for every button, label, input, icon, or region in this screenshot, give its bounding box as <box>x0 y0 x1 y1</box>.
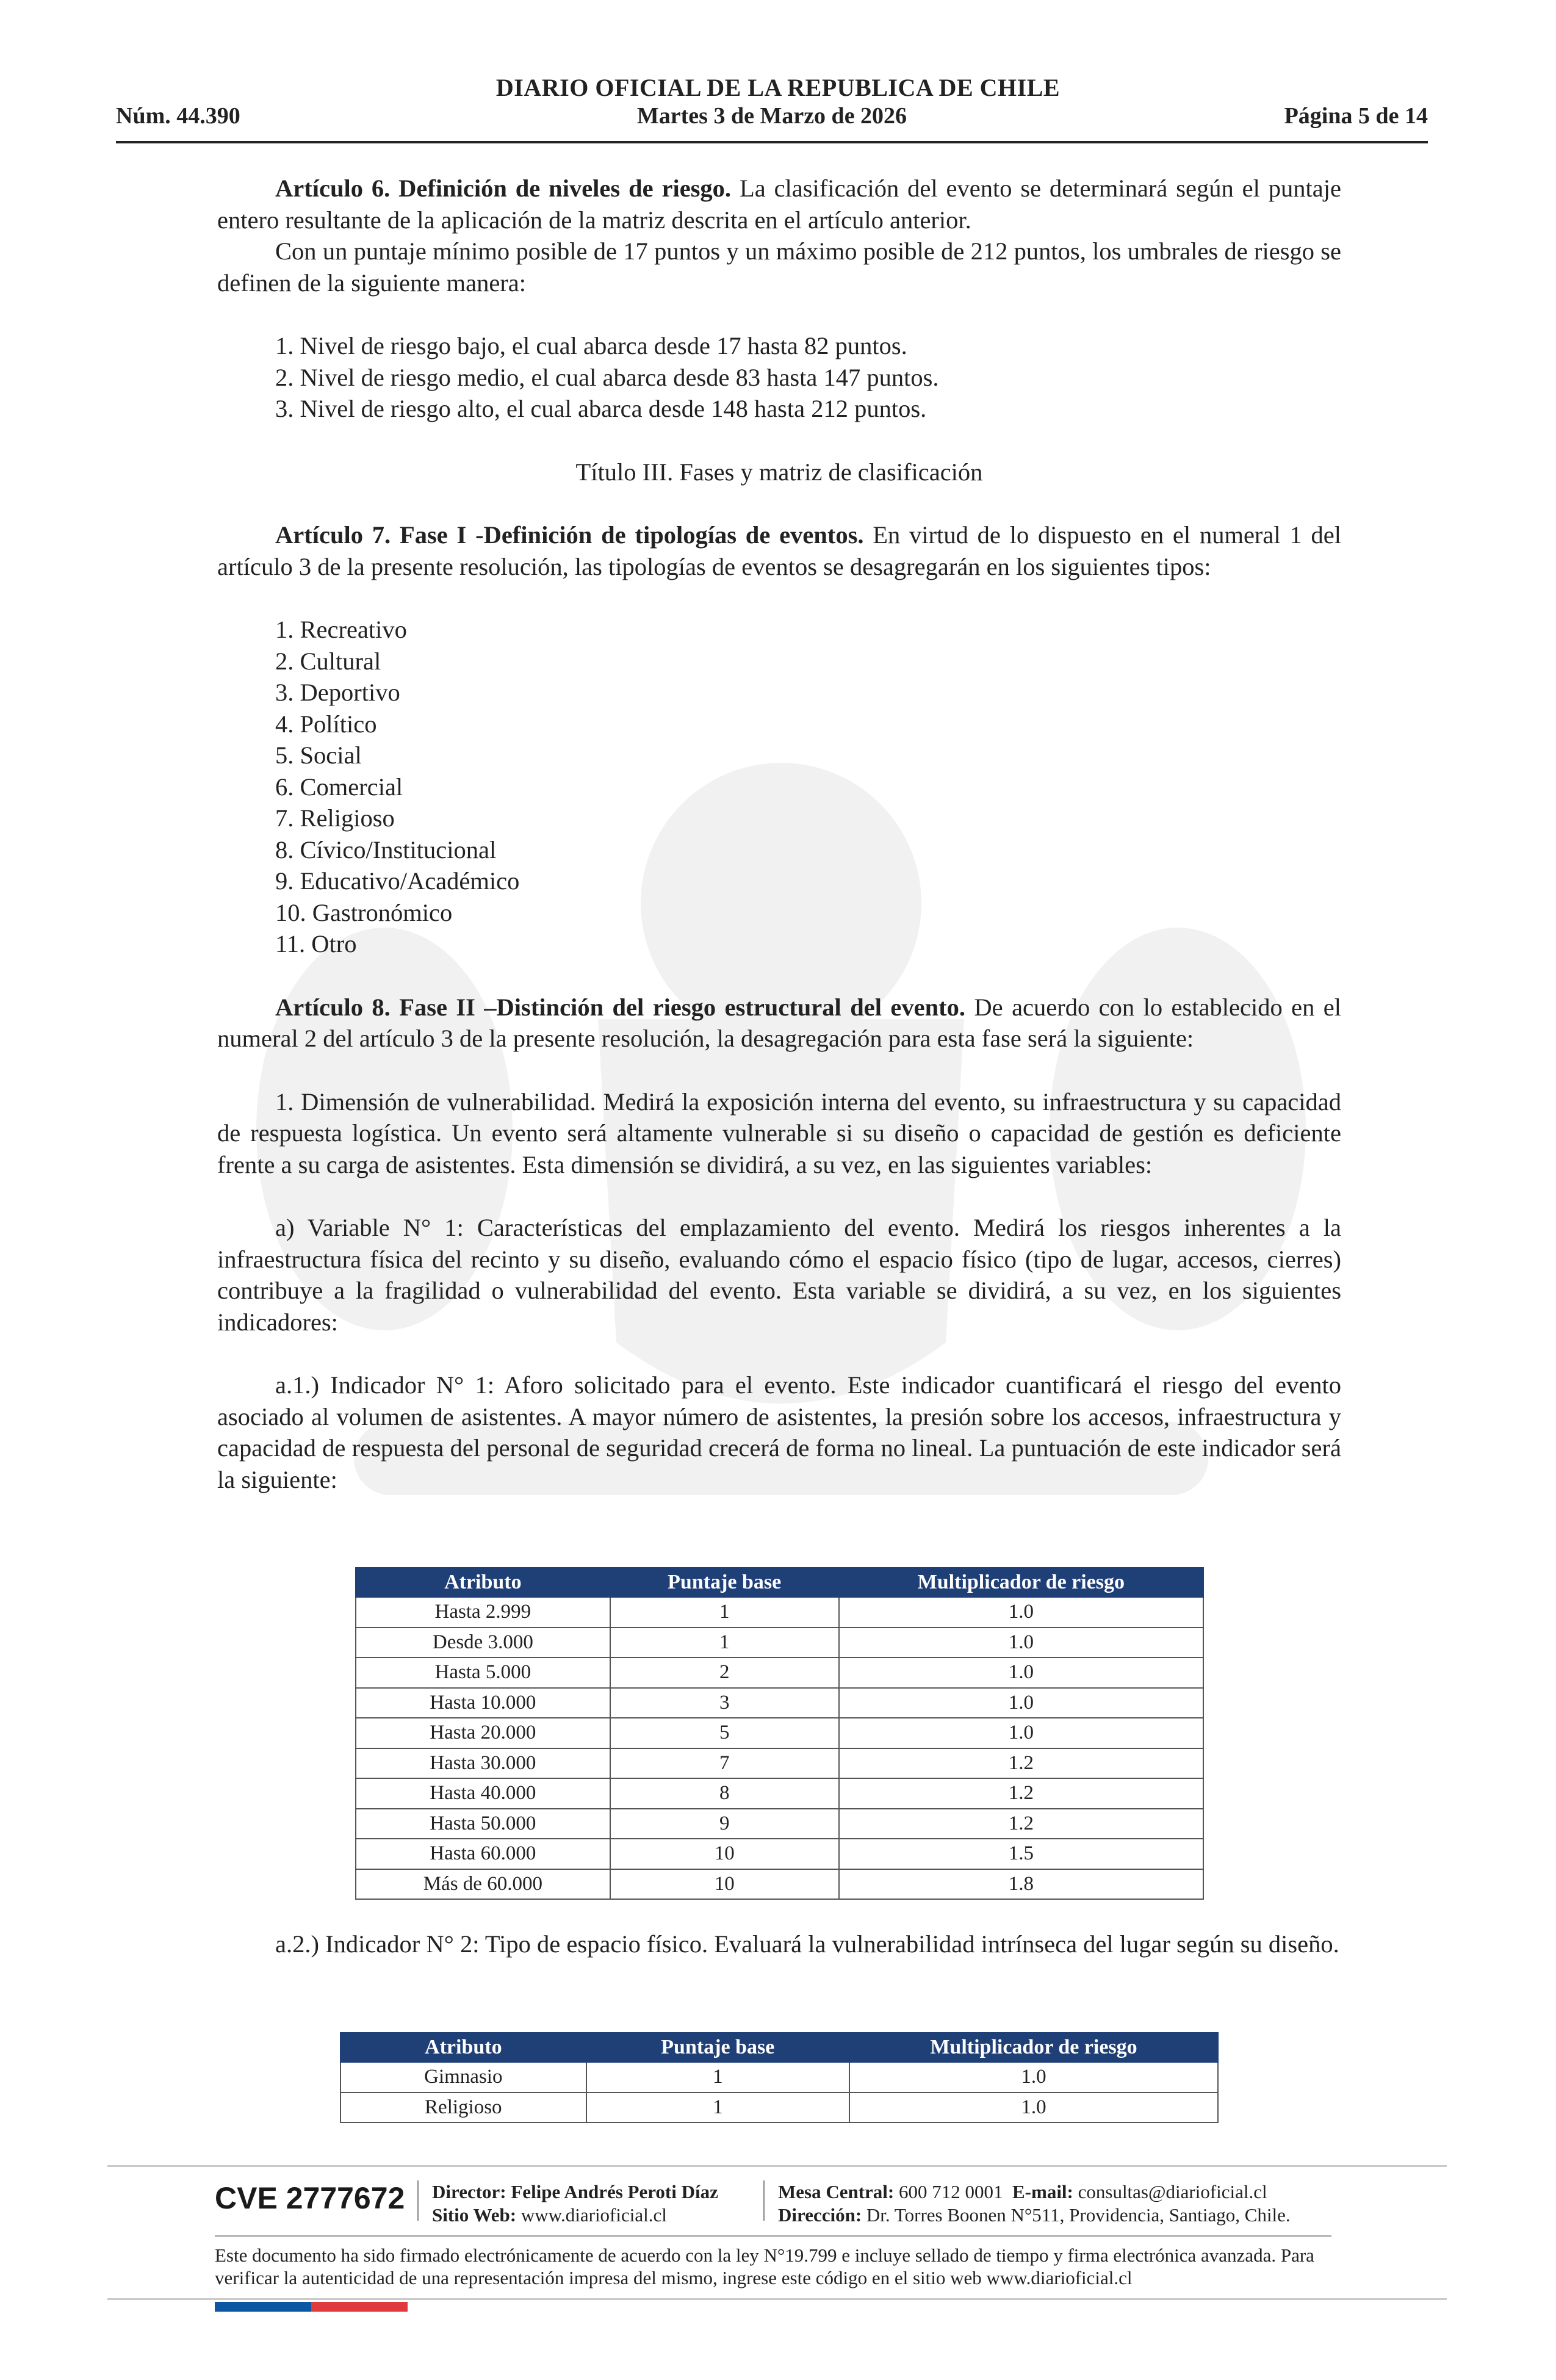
newspaper-title: DIARIO OFICIAL DE LA REPUBLICA DE CHILE <box>495 74 1061 101</box>
article-6-text-2: Con un puntaje mínimo posible de 17 puntos y un máximo posible de 212 puntos, los umbrales de riesgo se definen de la siguiente manera: <box>217 237 1341 297</box>
list-item: 1. Nivel de riesgo bajo, el cual abarca desde 17 hasta 82 puntos. <box>275 332 907 359</box>
cell-attribute: Hasta 10.000 <box>356 1688 610 1718</box>
email-label: E-mail: <box>1012 2181 1073 2202</box>
phone-value: 600 712 0001 <box>899 2181 1003 2202</box>
article-8-title: Artículo 8. Fase II –Distinción del riesgo estructural del evento. <box>275 993 965 1021</box>
list-item: 7. Religioso <box>275 804 395 832</box>
page-number: Página 5 de 14 <box>1284 103 1428 129</box>
cell-attribute: Hasta 20.000 <box>356 1718 610 1748</box>
issue-date: Martes 3 de Marzo de 2026 <box>636 103 907 129</box>
list-item: 4. Político <box>275 710 377 738</box>
cell-attribute: Hasta 40.000 <box>356 1778 610 1809</box>
column-header-risk-multiplier: Multiplicador de riesgo <box>849 2033 1218 2062</box>
table-row <box>356 1688 1203 1718</box>
table-header-row <box>340 2033 1218 2062</box>
indicator-2-block <box>217 1928 1341 1960</box>
list-item: 2. Nivel de riesgo medio, el cual abarca desde 83 hasta 147 puntos. <box>275 363 939 391</box>
cell-risk-multiplier: 1.0 <box>839 1657 1203 1688</box>
table-row <box>340 2062 1218 2093</box>
article-6-paragraph <box>217 173 1341 236</box>
variable-1-paragraph <box>217 1212 1341 1338</box>
cell-risk-multiplier: 1.8 <box>839 1869 1203 1900</box>
cell-attribute: Hasta 30.000 <box>356 1748 610 1779</box>
email-link[interactable]: consultas@diarioficial.cl <box>1078 2181 1267 2202</box>
indicator-1-paragraph <box>217 1369 1341 1495</box>
indicator-2-text: a.2.) Indicador N° 2: Tipo de espacio físico. Evaluará la vulnerabilidad intrínseca del lugar según su diseño. <box>275 1930 1339 1958</box>
cell-base-score: 1 <box>610 1628 839 1658</box>
variable-1-text: a) Variable N° 1: Características del emplazamiento del evento. Medirá los riesgos inherentes a la infraestructura física del recinto y su diseño, evaluando cómo el espacio físico (tipo de lugar, accesos, cierres) contribuye a la fragilidad o vulnerabilidad del evento. Esta variable se dividirá, a su vez, en los siguientes indicadores: <box>217 1214 1341 1336</box>
article-6-title: Artículo 6. Definición de niveles de riesgo. <box>275 175 732 202</box>
table-header-row <box>356 1568 1203 1597</box>
table-row <box>356 1869 1203 1900</box>
column-header-base-score: Puntaje base <box>610 1568 839 1597</box>
footer-rule-bottom <box>107 2298 1447 2300</box>
table-row <box>356 1628 1203 1658</box>
cell-risk-multiplier: 1.0 <box>839 1628 1203 1658</box>
capacity-score-table <box>355 1567 1204 1900</box>
space-type-table <box>340 2032 1219 2123</box>
footer-rule-middle <box>215 2235 1331 2237</box>
article-6-text: La clasificación del evento se determinará según el puntaje entero resultante de la aplicación de la matriz descrita en el artículo anterior. <box>217 175 1341 234</box>
cell-risk-multiplier: 1.0 <box>839 1597 1203 1628</box>
cell-risk-multiplier: 1.0 <box>839 1688 1203 1718</box>
cell-base-score: 3 <box>610 1688 839 1718</box>
address-value: Dr. Torres Boonen N°511, Providencia, Santiago, Chile. <box>866 2204 1291 2226</box>
list-item: 2. Cultural <box>275 647 381 675</box>
cell-attribute: Hasta 60.000 <box>356 1839 610 1869</box>
cell-base-score: 1 <box>586 2093 849 2123</box>
article-6-thresholds-intro <box>217 236 1341 298</box>
column-header-attribute: Atributo <box>356 1568 610 1597</box>
cell-attribute: Más de 60.000 <box>356 1869 610 1900</box>
article-8-paragraph <box>217 992 1341 1055</box>
article-7-title: Artículo 7. Fase I -Definición de tipologías de eventos. <box>275 521 864 549</box>
cell-base-score: 10 <box>610 1869 839 1900</box>
header-rule <box>116 141 1428 143</box>
list-item: 1. Recreativo <box>275 616 407 643</box>
cell-attribute: Gimnasio <box>340 2062 586 2093</box>
website-link[interactable]: www.diarioficial.cl <box>520 2204 667 2226</box>
list-item: 3. Nivel de riesgo alto, el cual abarca desde 148 hasta 212 puntos. <box>275 395 927 422</box>
article-7-paragraph <box>217 519 1341 582</box>
table-row <box>356 1597 1203 1628</box>
cell-attribute: Hasta 50.000 <box>356 1809 610 1839</box>
director-name: Felipe Andrés Peroti Díaz <box>511 2181 718 2202</box>
cell-risk-multiplier: 1.2 <box>839 1809 1203 1839</box>
table-row <box>356 1809 1203 1839</box>
address-label: Dirección: <box>778 2204 862 2226</box>
director-label: Director: <box>432 2181 506 2202</box>
header-row <box>116 103 1428 137</box>
list-item: 11. Otro <box>275 930 357 957</box>
cell-base-score: 1 <box>586 2062 849 2093</box>
cell-base-score: 9 <box>610 1809 839 1839</box>
article-8-text: De acuerdo con lo establecido en el numeral 2 del artículo 3 de la presente resolución, la desagregación para esta fase será la siguiente: <box>217 993 1342 1052</box>
cell-attribute: Desde 3.000 <box>356 1628 610 1658</box>
column-header-attribute: Atributo <box>340 2033 586 2062</box>
cell-base-score: 7 <box>610 1748 839 1779</box>
cell-attribute: Religioso <box>340 2093 586 2123</box>
indicator-1-text: a.1.) Indicador N° 1: Aforo solicitado para el evento. Este indicador cuantificará el riesgo del evento asociado al volumen de asistentes. A mayor número de asistentes, la presión sobre los accesos, infraestructura y capacidad de respuesta del personal de seguridad crecerá de forma no lineal. La puntuación de este indicador será la siguiente: <box>217 1371 1341 1493</box>
title-iii-heading: Título III. Fases y matriz de clasificación <box>575 458 983 486</box>
footer-rule-top <box>107 2165 1447 2167</box>
footer-divider <box>417 2180 419 2221</box>
document-body <box>217 173 1341 1495</box>
flag-stripe-blue <box>215 2302 311 2312</box>
cell-attribute: Hasta 2.999 <box>356 1597 610 1628</box>
issue-number: Núm. 44.390 <box>116 103 240 129</box>
table-row <box>356 1718 1203 1748</box>
list-item: 8. Cívico/Institucional <box>275 835 497 864</box>
event-types-list <box>217 614 1341 960</box>
list-item: 6. Comercial <box>275 773 403 801</box>
footer-director-block <box>432 2180 718 2227</box>
cell-attribute: Hasta 5.000 <box>356 1657 610 1688</box>
cell-risk-multiplier: 1.0 <box>849 2093 1218 2123</box>
list-item: 5. Social <box>275 741 362 769</box>
cell-base-score: 8 <box>610 1778 839 1809</box>
website-label: Sitio Web: <box>432 2204 517 2226</box>
indicator-2-paragraph <box>217 1928 1341 1960</box>
list-item: 10. Gastronómico <box>275 898 453 926</box>
table-row <box>356 1778 1203 1809</box>
phone-label: Mesa Central: <box>778 2181 895 2202</box>
cell-risk-multiplier: 1.2 <box>839 1778 1203 1809</box>
cell-base-score: 1 <box>610 1597 839 1628</box>
cell-risk-multiplier: 1.5 <box>839 1839 1203 1869</box>
footer-divider <box>763 2180 765 2221</box>
cve-code: CVE 2777672 <box>215 2181 405 2215</box>
dimension-1-text: 1. Dimensión de vulnerabilidad. Medirá la exposición interna del evento, su infraestructura y su capacidad de respuesta logística. Un evento será altamente vulnerable si su diseño o capacidad de gestión es deficiente frente a su carga de asistentes. Esta dimensión se dividirá, a su vez, en las siguientes variables: <box>217 1087 1341 1178</box>
table-row <box>356 1839 1203 1869</box>
article-7-text: En virtud de lo dispuesto en el numeral 1 del artículo 3 de la presente resolución, las tipologías de eventos se desagregarán en los siguientes tipos: <box>217 521 1341 580</box>
cell-base-score: 10 <box>610 1839 839 1869</box>
list-item: 3. Deportivo <box>275 679 400 706</box>
cell-base-score: 5 <box>610 1718 839 1748</box>
footer-contact-block <box>778 2180 1291 2227</box>
table-row <box>356 1748 1203 1779</box>
column-header-base-score: Puntaje base <box>586 2033 849 2062</box>
list-item: 9. Educativo/Académico <box>275 867 520 895</box>
signature-note: Este documento ha sido firmado electrónicamente de acuerdo con la ley N°19.799 e incluye sellado de tiempo y firma electrónica avanzada. Para verificar la autenticidad de una representación impresa del mismo, ingrese este código en el sitio web www.diarioficial.cl <box>215 2245 1314 2288</box>
table-row <box>356 1657 1203 1688</box>
vulnerability-dimension-paragraph <box>217 1086 1341 1181</box>
cell-risk-multiplier: 1.0 <box>849 2062 1218 2093</box>
cell-risk-multiplier: 1.2 <box>839 1748 1203 1779</box>
table-row <box>340 2093 1218 2123</box>
cell-risk-multiplier: 1.0 <box>839 1718 1203 1748</box>
column-header-risk-multiplier: Multiplicador de riesgo <box>839 1568 1203 1597</box>
flag-stripe-red <box>311 2302 408 2312</box>
cell-base-score: 2 <box>610 1657 839 1688</box>
risk-levels-list <box>217 330 1341 425</box>
